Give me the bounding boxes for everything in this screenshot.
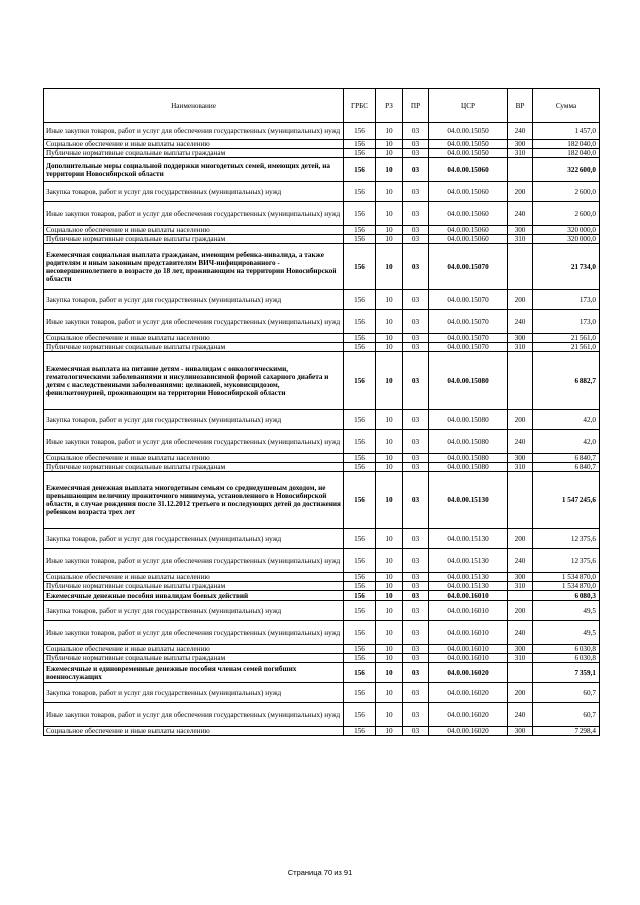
table-row	[44, 645, 600, 654]
header-pr: ПР	[403, 89, 429, 123]
row-pr: 03	[403, 463, 429, 472]
row-vr	[508, 244, 533, 290]
row-rz: 10	[376, 352, 403, 410]
row-csr: 04.0.00.15060	[429, 182, 508, 202]
header-grbs: ГРБС	[344, 89, 376, 123]
row-sum: 21 734,0	[533, 244, 600, 290]
row-vr: 240	[508, 123, 533, 140]
row-sum: 21 561,0	[533, 343, 600, 352]
row-pr: 03	[403, 290, 429, 310]
row-name: Закупка товаров, работ и услуг для государственных (муниципальных) нужд	[44, 683, 344, 703]
row-name: Дополнительные меры социальной поддержки многодетных семей, имеющих детей, на территории Новосибирской области	[44, 158, 344, 182]
row-rz: 10	[376, 202, 403, 226]
table-row	[44, 410, 600, 430]
row-name: Публичные нормативные социальные выплаты гражданам	[44, 463, 344, 472]
row-csr: 04.0.00.16020	[429, 663, 508, 683]
row-name: Иные закупки товаров, работ и услуг для обеспечения государственных (муниципальных) нужд	[44, 310, 344, 334]
row-grbs: 156	[344, 149, 376, 158]
row-rz: 10	[376, 683, 403, 703]
row-pr: 03	[403, 123, 429, 140]
table-row	[44, 472, 600, 529]
row-sum: 2 600,0	[533, 202, 600, 226]
row-csr: 04.0.00.15130	[429, 582, 508, 591]
table-row	[44, 549, 600, 573]
header-name: Наименование	[44, 89, 344, 123]
row-name: Ежемесячная денежная выплата многодетным семьям со среднедушевым доходом, не превышающим величину прожиточного минимума, установленного в Новосибирской области, в случае рождения после 31.12.2012 третьего и последующих детей до достижения ребенком возраста трех лет	[44, 472, 344, 529]
row-rz: 10	[376, 158, 403, 182]
row-sum: 1 457,0	[533, 123, 600, 140]
row-sum: 173,0	[533, 310, 600, 334]
row-csr: 04.0.00.15080	[429, 463, 508, 472]
row-pr: 03	[403, 727, 429, 736]
row-vr: 200	[508, 182, 533, 202]
row-name: Иные закупки товаров, работ и услуг для обеспечения государственных (муниципальных) нужд	[44, 123, 344, 140]
row-grbs: 156	[344, 123, 376, 140]
row-name: Ежемесячные и единовременные денежные пособия членам семей погибших военнослужащих	[44, 663, 344, 683]
row-csr: 04.0.00.15070	[429, 343, 508, 352]
row-pr: 03	[403, 149, 429, 158]
row-sum: 173,0	[533, 290, 600, 310]
table-row	[44, 352, 600, 410]
row-pr: 03	[403, 226, 429, 235]
row-sum: 182 040,0	[533, 140, 600, 149]
row-vr: 200	[508, 410, 533, 430]
row-csr: 04.0.00.15130	[429, 529, 508, 549]
table-row	[44, 182, 600, 202]
row-pr: 03	[403, 472, 429, 529]
row-grbs: 156	[344, 529, 376, 549]
header-vr: ВР	[508, 89, 533, 123]
row-vr: 240	[508, 310, 533, 334]
row-grbs: 156	[344, 182, 376, 202]
table-body	[44, 123, 600, 736]
row-rz: 10	[376, 182, 403, 202]
row-sum: 49,5	[533, 601, 600, 621]
row-rz: 10	[376, 454, 403, 463]
row-rz: 10	[376, 472, 403, 529]
header-rz: РЗ	[376, 89, 403, 123]
row-sum: 322 600,0	[533, 158, 600, 182]
row-sum: 7 298,4	[533, 727, 600, 736]
row-sum: 7 359,1	[533, 663, 600, 683]
row-pr: 03	[403, 601, 429, 621]
row-grbs: 156	[344, 244, 376, 290]
table-row	[44, 140, 600, 149]
row-sum: 60,7	[533, 683, 600, 703]
row-grbs: 156	[344, 591, 376, 601]
row-name: Социальное обеспечение и иные выплаты населению	[44, 727, 344, 736]
row-rz: 10	[376, 290, 403, 310]
row-csr: 04.0.00.15070	[429, 334, 508, 343]
row-csr: 04.0.00.15060	[429, 202, 508, 226]
row-rz: 10	[376, 410, 403, 430]
row-csr: 04.0.00.15060	[429, 235, 508, 244]
row-name: Ежемесячные денежные пособия инвалидам боевых действий	[44, 591, 344, 601]
row-name: Закупка товаров, работ и услуг для государственных (муниципальных) нужд	[44, 529, 344, 549]
row-name: Социальное обеспечение и иные выплаты населению	[44, 645, 344, 654]
page-footer: Страница 70 из 91	[287, 868, 353, 877]
row-pr: 03	[403, 654, 429, 663]
row-vr: 240	[508, 202, 533, 226]
row-name: Социальное обеспечение и иные выплаты населению	[44, 454, 344, 463]
row-rz: 10	[376, 582, 403, 591]
table-row	[44, 310, 600, 334]
row-grbs: 156	[344, 454, 376, 463]
row-grbs: 156	[344, 621, 376, 645]
row-vr	[508, 352, 533, 410]
row-grbs: 156	[344, 410, 376, 430]
table-row	[44, 591, 600, 601]
row-sum: 21 561,0	[533, 334, 600, 343]
row-csr: 04.0.00.16010	[429, 621, 508, 645]
row-name: Ежемесячная выплата на питание детям - инвалидам с онкологическими, гематологическими заболеваниями и инсулинозависимой формой сахарного диабета и детям с наследственными заболеваниями: целиакией, муковисцидозом, фенилкетонурией, проживающим на территории Новосибирской области	[44, 352, 344, 410]
table-row	[44, 202, 600, 226]
row-csr: 04.0.00.16020	[429, 727, 508, 736]
row-name: Ежемесячная социальная выплата гражданам, имеющим ребенка-инвалида, а также родителям и иным законным представителям ВИЧ-инфицированного - несовершеннолетнего в возрасте до 18 лет, проживающим на территории Новосибирской области	[44, 244, 344, 290]
row-grbs: 156	[344, 202, 376, 226]
row-csr: 04.0.00.15070	[429, 310, 508, 334]
row-pr: 03	[403, 182, 429, 202]
row-vr: 300	[508, 727, 533, 736]
table-row	[44, 343, 600, 352]
row-rz: 10	[376, 654, 403, 663]
row-rz: 10	[376, 140, 403, 149]
row-sum: 320 000,0	[533, 235, 600, 244]
row-pr: 03	[403, 573, 429, 582]
row-pr: 03	[403, 310, 429, 334]
row-grbs: 156	[344, 601, 376, 621]
table-row	[44, 244, 600, 290]
table-row	[44, 703, 600, 727]
row-vr: 310	[508, 463, 533, 472]
row-csr: 04.0.00.15130	[429, 573, 508, 582]
row-pr: 03	[403, 703, 429, 727]
row-name: Закупка товаров, работ и услуг для государственных (муниципальных) нужд	[44, 182, 344, 202]
row-grbs: 156	[344, 683, 376, 703]
row-rz: 10	[376, 727, 403, 736]
row-name: Публичные нормативные социальные выплаты гражданам	[44, 235, 344, 244]
row-vr: 240	[508, 703, 533, 727]
row-pr: 03	[403, 683, 429, 703]
row-name: Публичные нормативные социальные выплаты гражданам	[44, 654, 344, 663]
row-grbs: 156	[344, 472, 376, 529]
table-row	[44, 430, 600, 454]
row-sum: 42,0	[533, 410, 600, 430]
row-grbs: 156	[344, 463, 376, 472]
row-rz: 10	[376, 334, 403, 343]
row-sum: 320 000,0	[533, 226, 600, 235]
row-csr: 04.0.00.15050	[429, 149, 508, 158]
row-grbs: 156	[344, 235, 376, 244]
row-name: Иные закупки товаров, работ и услуг для обеспечения государственных (муниципальных) нужд	[44, 621, 344, 645]
row-csr: 04.0.00.15050	[429, 140, 508, 149]
row-vr: 310	[508, 149, 533, 158]
row-vr: 300	[508, 573, 533, 582]
row-vr: 310	[508, 582, 533, 591]
row-name: Иные закупки товаров, работ и услуг для обеспечения государственных (муниципальных) нужд	[44, 703, 344, 727]
row-name: Иные закупки товаров, работ и услуг для обеспечения государственных (муниципальных) нужд	[44, 549, 344, 573]
budget-table	[43, 88, 600, 736]
row-grbs: 156	[344, 343, 376, 352]
row-sum: 42,0	[533, 430, 600, 454]
row-csr: 04.0.00.16010	[429, 645, 508, 654]
row-vr	[508, 158, 533, 182]
table-row	[44, 454, 600, 463]
row-name: Публичные нормативные социальные выплаты гражданам	[44, 343, 344, 352]
row-grbs: 156	[344, 334, 376, 343]
row-name: Закупка товаров, работ и услуг для государственных (муниципальных) нужд	[44, 410, 344, 430]
row-csr: 04.0.00.16010	[429, 601, 508, 621]
table-row	[44, 727, 600, 736]
row-csr: 04.0.00.15060	[429, 226, 508, 235]
row-name: Закупка товаров, работ и услуг для государственных (муниципальных) нужд	[44, 290, 344, 310]
header-csr: ЦСР	[429, 89, 508, 123]
row-sum: 12 375,6	[533, 529, 600, 549]
row-name: Закупка товаров, работ и услуг для государственных (муниципальных) нужд	[44, 601, 344, 621]
row-grbs: 156	[344, 654, 376, 663]
row-vr: 200	[508, 529, 533, 549]
row-pr: 03	[403, 158, 429, 182]
row-grbs: 156	[344, 290, 376, 310]
row-vr: 240	[508, 430, 533, 454]
table-row	[44, 621, 600, 645]
row-vr: 300	[508, 645, 533, 654]
table-row	[44, 334, 600, 343]
row-csr: 04.0.00.15070	[429, 290, 508, 310]
row-pr: 03	[403, 454, 429, 463]
row-grbs: 156	[344, 645, 376, 654]
row-rz: 10	[376, 549, 403, 573]
row-rz: 10	[376, 235, 403, 244]
row-sum: 12 375,6	[533, 549, 600, 573]
row-rz: 10	[376, 244, 403, 290]
row-grbs: 156	[344, 573, 376, 582]
row-sum: 49,5	[533, 621, 600, 645]
row-csr: 04.0.00.15050	[429, 123, 508, 140]
row-sum: 6 840,7	[533, 463, 600, 472]
row-pr: 03	[403, 645, 429, 654]
row-pr: 03	[403, 352, 429, 410]
table-row	[44, 582, 600, 591]
table-header-row	[44, 89, 600, 123]
table-row	[44, 601, 600, 621]
row-vr: 310	[508, 235, 533, 244]
row-grbs: 156	[344, 140, 376, 149]
row-sum: 1 547 245,6	[533, 472, 600, 529]
row-pr: 03	[403, 663, 429, 683]
table-row	[44, 235, 600, 244]
row-vr: 310	[508, 654, 533, 663]
row-csr: 04.0.00.16010	[429, 654, 508, 663]
row-sum: 2 600,0	[533, 182, 600, 202]
row-grbs: 156	[344, 549, 376, 573]
row-pr: 03	[403, 549, 429, 573]
row-csr: 04.0.00.15080	[429, 410, 508, 430]
row-rz: 10	[376, 226, 403, 235]
row-vr: 200	[508, 290, 533, 310]
row-pr: 03	[403, 582, 429, 591]
row-grbs: 156	[344, 430, 376, 454]
row-sum: 60,7	[533, 703, 600, 727]
row-name: Социальное обеспечение и иные выплаты населению	[44, 226, 344, 235]
row-rz: 10	[376, 663, 403, 683]
row-vr: 300	[508, 454, 533, 463]
row-rz: 10	[376, 123, 403, 140]
row-grbs: 156	[344, 352, 376, 410]
row-vr: 200	[508, 601, 533, 621]
row-name: Социальное обеспечение и иные выплаты населению	[44, 140, 344, 149]
row-csr: 04.0.00.15080	[429, 454, 508, 463]
row-vr	[508, 472, 533, 529]
row-grbs: 156	[344, 703, 376, 727]
table-row	[44, 149, 600, 158]
row-sum: 6 030,8	[533, 645, 600, 654]
table-row	[44, 226, 600, 235]
row-vr	[508, 663, 533, 683]
row-csr: 04.0.00.16020	[429, 683, 508, 703]
table-row	[44, 573, 600, 582]
row-name: Иные закупки товаров, работ и услуг для обеспечения государственных (муниципальных) нужд	[44, 202, 344, 226]
table-row	[44, 463, 600, 472]
row-csr: 04.0.00.16020	[429, 703, 508, 727]
row-pr: 03	[403, 430, 429, 454]
row-rz: 10	[376, 430, 403, 454]
row-rz: 10	[376, 343, 403, 352]
row-rz: 10	[376, 591, 403, 601]
row-pr: 03	[403, 235, 429, 244]
row-grbs: 156	[344, 226, 376, 235]
row-name: Социальное обеспечение и иные выплаты населению	[44, 573, 344, 582]
row-grbs: 156	[344, 158, 376, 182]
table-row	[44, 654, 600, 663]
row-name: Иные закупки товаров, работ и услуг для обеспечения государственных (муниципальных) нужд	[44, 430, 344, 454]
row-vr: 310	[508, 343, 533, 352]
row-rz: 10	[376, 621, 403, 645]
row-sum: 6 080,3	[533, 591, 600, 601]
row-grbs: 156	[344, 310, 376, 334]
row-pr: 03	[403, 343, 429, 352]
row-rz: 10	[376, 703, 403, 727]
row-sum: 182 040,0	[533, 149, 600, 158]
row-csr: 04.0.00.15060	[429, 158, 508, 182]
row-vr	[508, 591, 533, 601]
row-csr: 04.0.00.15130	[429, 472, 508, 529]
row-rz: 10	[376, 149, 403, 158]
row-csr: 04.0.00.16010	[429, 591, 508, 601]
row-rz: 10	[376, 529, 403, 549]
row-pr: 03	[403, 621, 429, 645]
row-rz: 10	[376, 601, 403, 621]
row-sum: 6 030,8	[533, 654, 600, 663]
row-pr: 03	[403, 529, 429, 549]
header-sum: Сумма	[533, 89, 600, 123]
row-sum: 6 882,7	[533, 352, 600, 410]
table-row	[44, 529, 600, 549]
row-name: Социальное обеспечение и иные выплаты населению	[44, 334, 344, 343]
row-rz: 10	[376, 463, 403, 472]
row-grbs: 156	[344, 727, 376, 736]
row-rz: 10	[376, 310, 403, 334]
row-vr: 300	[508, 334, 533, 343]
row-name: Публичные нормативные социальные выплаты гражданам	[44, 582, 344, 591]
table-row	[44, 290, 600, 310]
row-pr: 03	[403, 244, 429, 290]
table-row	[44, 683, 600, 703]
table-row	[44, 158, 600, 182]
row-grbs: 156	[344, 582, 376, 591]
row-rz: 10	[376, 645, 403, 654]
row-vr: 240	[508, 621, 533, 645]
row-name: Публичные нормативные социальные выплаты гражданам	[44, 149, 344, 158]
table-row	[44, 123, 600, 140]
row-csr: 04.0.00.15080	[429, 352, 508, 410]
row-rz: 10	[376, 573, 403, 582]
row-csr: 04.0.00.15070	[429, 244, 508, 290]
row-vr: 300	[508, 140, 533, 149]
row-grbs: 156	[344, 663, 376, 683]
row-pr: 03	[403, 140, 429, 149]
row-pr: 03	[403, 410, 429, 430]
row-vr: 200	[508, 683, 533, 703]
row-csr: 04.0.00.15080	[429, 430, 508, 454]
row-vr: 240	[508, 549, 533, 573]
row-csr: 04.0.00.15130	[429, 549, 508, 573]
row-vr: 300	[508, 226, 533, 235]
row-pr: 03	[403, 334, 429, 343]
row-pr: 03	[403, 202, 429, 226]
row-pr: 03	[403, 591, 429, 601]
row-sum: 1 534 870,0	[533, 573, 600, 582]
row-sum: 1 534 870,0	[533, 582, 600, 591]
row-sum: 6 840,7	[533, 454, 600, 463]
table-row	[44, 663, 600, 683]
